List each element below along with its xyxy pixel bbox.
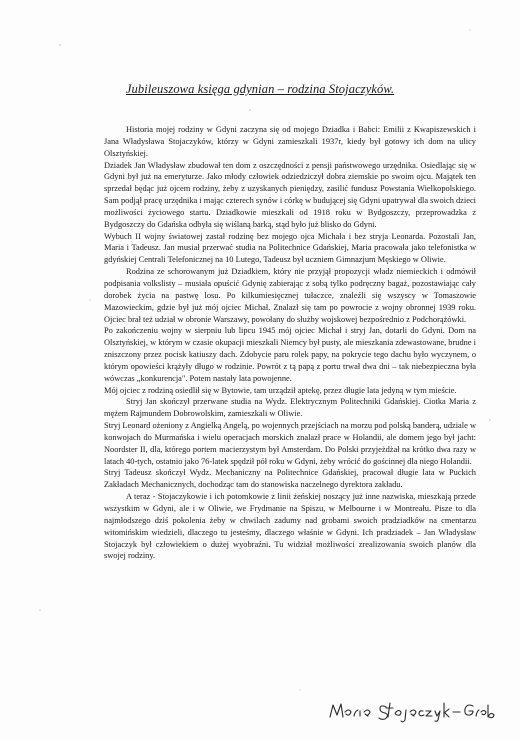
paragraph-4: Rodzina ze schorowanym już Dziadkiem, który nie przyjął propozycji władz niemieckich i odmówił podpisania volkslisty – musiała opuścić Gdynię zabierając z sobą tylko podręczny bagaż, pozostawiając cały dorobek życia na pastwę losu. Po kilkumiesięcznej tułaczce, znaleźli się wszyscy w Tomaszowie Mazowieckim, gdzie był już mój ojciec Michał. Znalazł się tam po powrocie z wojny obronnej 1939 roku. Ojciec brał też udział w obronie Warszawy, powołany do służby wojskowej bezpośrednio z Podchorążówki. [104,267,476,324]
paragraph-3: Wybuch II wojny światowej zastał rodzinę bez mojego ojca Michała i bez stryja Leonarda. Pozostali Jan, Maria i Tadeusz. Jan musiał przerwać studia na Politechnice Gdańskiej, Maria pracowała jako telefonistka w gdyńskiej Centrali Telefonicznej na 10 Lutego, Tadeusz był uczniem Gimnazjum Męskiego w Oliwie. [104,231,476,265]
paragraph-6: Mój ojciec z rodziną osiedlił się w Bytowie, tam urządził aptekę, przez długie lata jedyną w tym mieście. [104,385,457,395]
paragraph-10: A teraz - Stojaczykowie i ich potomkowie z linii żeńskiej noszący już inne nazwiska, mieszkają przede wszystkim w Gdyni, ale i w Oliwie, we Frydmanie na Spiszu, w Melbourne i w Montreału. Pisze to dla najmłodszego dziś pokolenia żeby w chwilach zadumy nad grobami swoich pradziadków na cmentarzu witomińskim wiedzieli, dlaczego tu jesteśmy, dlaczego właśnie w Gdyni. Ich pradziadek – Jan Władysław Stojaczyk był człowiekiem o dużej wyobraźni. Tu widział możliwości zrealizowania swoich planów dla swojej rodziny. [104,492,476,561]
paragraph-1: Historia mojej rodziny w Gdyni zaczyna się od mojego Dziadka i Babci: Emilii z Kwapiszewskich i Jana Władysława Stojaczyków, którzy w Gdyni zamieszkali 1937r, kiedy był gotowy ich dom na ulicy Olsztyńskiej. [104,125,476,158]
document-body [104,124,476,562]
handwritten-signature [328,697,498,723]
paragraph-2: Dziadek Jan Władysław zbudował ten dom z oszczędności z pensji państwowego urzędnika. Osiedlając się w Gdyni był już na emeryturze. Jako młody człowiek odziedziczył dobra ziemskie po swoim ojcu. Majątek ten sprzedał będąc już ojcem rodziny, żeby z uzyskanych pieniędzy, zasilić fundusz Powstania Wielkopolskiego. Sam podjął pracę urzędnika i mając czterech synów i córkę w budującej się Gdyni upatrywał dla swoich dzieci możliwości życiowego startu. Dziadkowie mieszkali od 1918 roku w Bydgoszczy, przeprowadzka z Bydgoszczy do Gdańska odbyła się wiślaną barką, stąd było już blisko do Gdyni. [104,160,476,229]
paragraph-5: Po zakończeniu wojny w sierpniu lub lipcu 1945 mój ojciec Michał i stryj Jan, dotarli do Gdyni. Dom na Olsztyńskiej, w którym w czasie okupacji mieszkali Niemcy był pusty, ale mieszkania zdewastowane, brudne i zniszczony przez pocisk katiuszy dach. Zdobycie paru rolek papy, na pokrycie tego dachu było wyczynem, o którym opowieści krążyły długo w rodzinie. Powrót z tą papą z portu trwał dwa dni – tak niebezpieczna była wówczas „konkurencja". Potem nastały lata powojenne. [104,326,476,383]
paragraph-9: Stryj Tadeusz skończył Wydz. Mechaniczny na Politechnice Gdańskiej, pracował długie lata w Puckich Zakładach Mechanicznych, dochodząc tam do stanowiska naczelnego dyrektora zakładu. [104,468,476,490]
document-title: Jubileuszowa księga gdynian – rodzina Stojaczyków. [125,82,395,96]
paragraph-7: Stryj Jan skończył przerwane studia na Wydz. Elektrycznym Politechniki Gdańskiej. Ciotka Maria z mężem Rajmundem Dobrowolskim, zamieszkali w Oliwie. [104,397,476,419]
paragraph-8: Stryj Leonard ożeniony z Angielką Angelą, po wojennych przejściach na morzu pod polską banderą, udziale w konwojach do Murmańska i wielu operacjach morskich znalazł prace w Holandii, ale domem jego był jacht: Noordster II, dla, którego portem macierzystym był Amsterdam. Do Polski przyjeżdżał na krótko dwa razy w latach 40-tych, ostatnio jako 76-latek spędził pół roku w Gdyni, żeby wrócić do gościnnej dla niego Holandii. [104,421,476,466]
